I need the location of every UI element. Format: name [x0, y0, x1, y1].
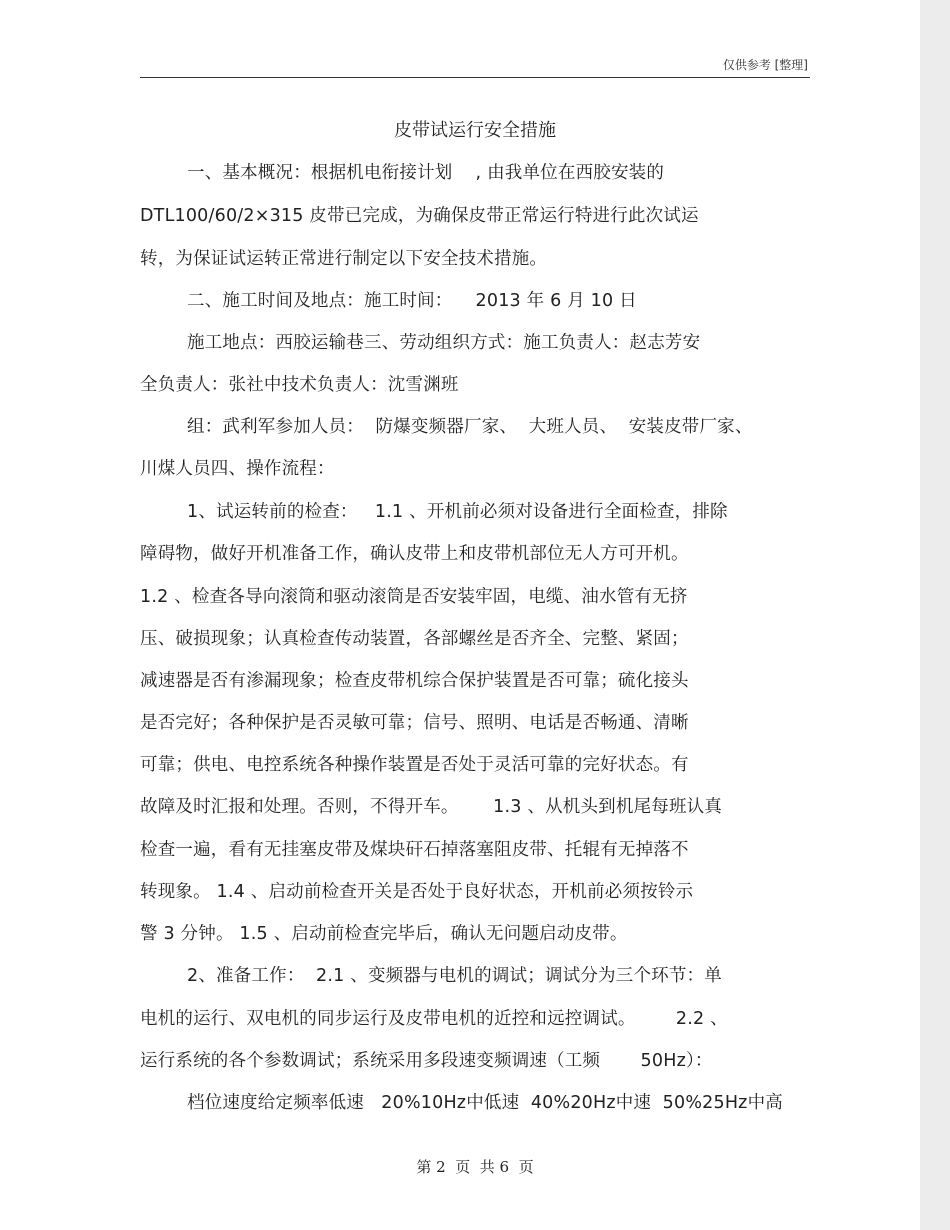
body-line: 压、破损现象；认真检查传动装置，各部螺丝是否齐全、完整、紧固；	[140, 629, 689, 649]
body-line: 档位速度给定频率低速 20%10Hz中低速 40%20Hz中速 50%25Hz中高	[187, 1093, 783, 1113]
body-line: 二、施工时间及地点：施工时间： 2013 年 6 月 10 日	[187, 291, 637, 311]
body-line: 故障及时汇报和处理。否则，不得开车。 1.3 、从机头到机尾每班认真	[140, 797, 723, 817]
body-line: 是否完好；各种保护是否灵敏可靠；信号、照明、电话是否畅通、清晰	[140, 713, 689, 733]
page-number: 第 2 页 共 6 页	[416, 1158, 534, 1176]
body-line: 转，为保证试运转正常进行制定以下安全技术措施。	[140, 249, 548, 269]
body-line: 2、准备工作： 2.1 、变频器与电机的调试；调试分为三个环节：单	[187, 966, 722, 986]
header-note: 仅供参考 [整理]	[722, 58, 808, 72]
body-line: 一、基本概况：根据机电衔接计划 , 由我单位在西胶安装的	[187, 163, 665, 183]
body-line: 1、试运转前的检查： 1.1 、开机前必须对设备进行全面检查，排除	[187, 502, 728, 522]
body-line: 检查一遍，看有无挂塞皮带及煤块矸石掉落塞阻皮带、托辊有无掉落不	[140, 840, 689, 860]
body-line: 障碍物，做好开机准备工作，确认皮带上和皮带机部位无人方可开机。	[140, 544, 689, 564]
body-line: 运行系统的各个参数调试；系统采用多段速变频调速（工频 50Hz）：	[140, 1051, 713, 1071]
body-line: 1.2 、检查各导向滚筒和驱动滚筒是否安装牢固，电缆、油水管有无挤	[140, 587, 688, 607]
body-line: 可靠；供电、电控系统各种操作装置是否处于灵活可靠的完好状态。有	[140, 755, 689, 775]
body-line: 减速器是否有渗漏现象；检查皮带机综合保护装置是否可靠；硫化接头	[140, 671, 689, 691]
body-line: 警 3 分钟。 1.5 、启动前检查完毕后，确认无问题启动皮带。	[140, 924, 628, 944]
header-rule	[140, 77, 810, 78]
body-line: DTL100/60/2×315 皮带已完成，为确保皮带正常运行特进行此次试运	[140, 206, 699, 226]
body-line: 施工地点：西胶运输巷三、劳动组织方式：施工负责人：赵志芳安	[187, 333, 701, 353]
document-title: 皮带试运行安全措施	[394, 120, 556, 141]
body-line: 全负责人：张社中技术负责人：沈雪渊班	[140, 375, 459, 395]
body-line: 川煤人员四、操作流程：	[140, 459, 335, 479]
body-line: 电机的运行、双电机的同步运行及皮带电机的近控和远控调试。 2.2 、	[140, 1009, 728, 1029]
body-line: 组：武利军参加人员： 防爆变频器厂家、 大班人员、 安装皮带厂家、	[187, 417, 753, 437]
body-line: 转现象。 1.4 、启动前检查开关是否处于良好状态，开机前必须按铃示	[140, 882, 694, 902]
